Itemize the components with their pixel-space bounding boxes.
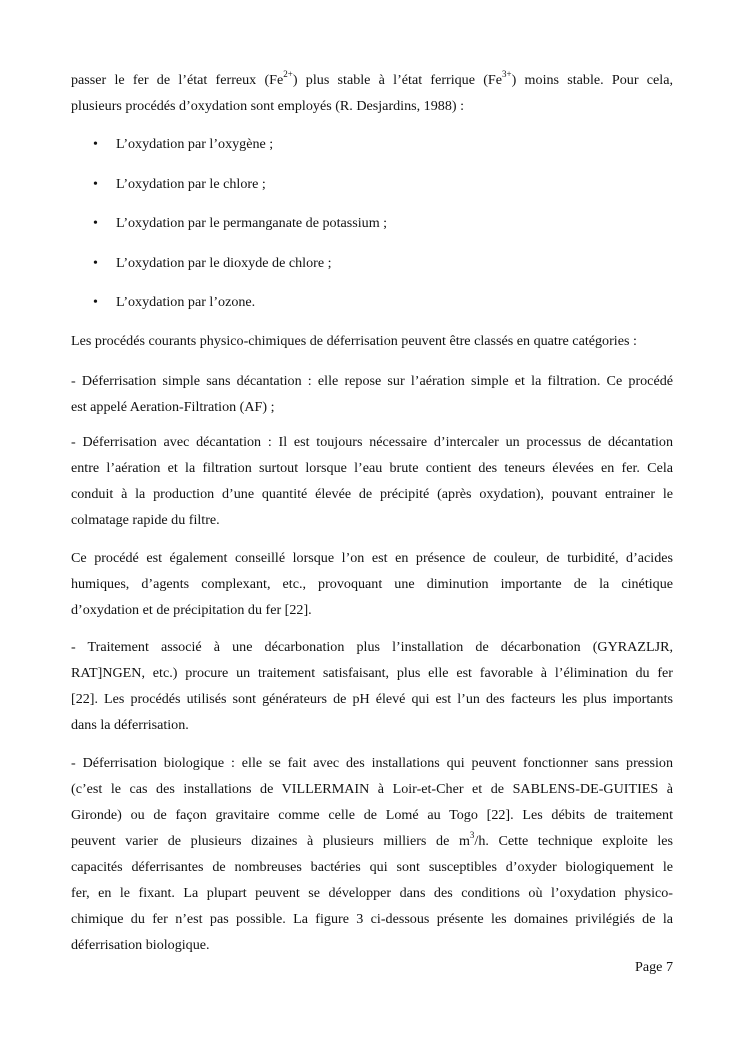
bullet-item-chlore: • L’oxydation par le chlore ; xyxy=(93,171,266,197)
bullet-dot-icon: • xyxy=(93,136,98,152)
bullet-dot-icon: • xyxy=(93,215,98,231)
bullet-item-oxygene: • L’oxydation par l’oxygène ; xyxy=(93,131,273,157)
intro-paragraph xyxy=(71,67,673,119)
bullet-item-dioxyde: • L’oxydation par le dioxyde de chlore ; xyxy=(93,250,332,276)
decarbonation-paragraph: - Traitement associé à une décarbonation plus l’installation de décarbonation (GYRAZLJR, RAT]NGEN, etc.) procure un traitement satisfaisant, plus elle est favorable à l’élimination du fer [22]. Les procédés utilisés sont générateurs de pH élevé qui est l’un des facteurs les plus importants dans la déferrisation. xyxy=(71,639,673,733)
bullet-item-ozone: • L’oxydation par l’ozone. xyxy=(93,289,255,315)
bullet-item-permanganate: • L’oxydation par le permanganate de potassium ; xyxy=(93,210,387,236)
bullet-dot-icon: • xyxy=(93,176,98,192)
bullet-dot-icon: • xyxy=(93,294,98,310)
biologique-paragraph: - Déferrisation biologique : elle se fait avec des installations qui peuvent fonctionner sans pression (c’est le cas des installations de VILLERMAIN à Loir-et-Cher et de SABLENS-DE-GUITIES à Gironde) ou de façon gravitaire comme celle de Lomé au Togo [22]. Les débits de traitement peuvent varier de plusieurs dizaines à plusieurs milliers de $m^3/h$. Cette technique exploite les capacités déferrisantes de nombreuses bactéries qui sont susceptibles d’oxyder biologiquement le fer, en le fixant. La plupart peuvent se développer dans des conditions où l’oxydation physico- chimique du fer n’est pas possible. La figure 3 ci-dessous présente les domaines privilégiés de la déferrisation biologique. xyxy=(71,755,673,953)
page-number: Page 7 xyxy=(635,959,673,975)
categories-paragraph: Les procédés courants physico-chimiques de déferrisation peuvent être classés en quatre catégories : xyxy=(71,333,637,349)
simple-deferrisation-paragraph: - Déferrisation simple sans décantation : elle repose sur l’aération simple et la filtration. Ce procédé est appelé Aeration-Filtration (AF) ; xyxy=(71,373,673,415)
bullet-dot-icon: • xyxy=(93,255,98,271)
decantation-paragraph: - Déferrisation avec décantation : Il est toujours nécessaire d’intercaler un processus de décantation entre l’aération et la filtration surtout lorsque l’eau brute contient des teneurs élevées en fer. Cela conduit à la production d’une quantité élevée de précipité (après oxydation), pouvant entrainer le colmatage rapide du filtre. xyxy=(71,434,673,528)
intro-line-1: passer le fer de l’état ferreux $(Fe^{2+})$ plus stable à l’état ferrique $(Fe^{3+})$ moins stable. Pour cela, xyxy=(71,69,673,88)
intro-line-2: plusieurs procédés d’oxydation sont employés (R. Desjardins, 1988) : xyxy=(71,98,464,114)
couleur-paragraph: Ce procédé est également conseillé lorsque l’on est en présence de couleur, de turbidité, d’acides humiques, d’agents complexant, etc., provoquant une diminution importante de la cinétique d’oxydation et de précipitation du fer [22]. xyxy=(71,550,673,618)
biologique-line-4: peuvent varier de plusieurs dizaines à plusieurs milliers de $m^3/h$. Cette technique exploite les xyxy=(71,830,673,849)
